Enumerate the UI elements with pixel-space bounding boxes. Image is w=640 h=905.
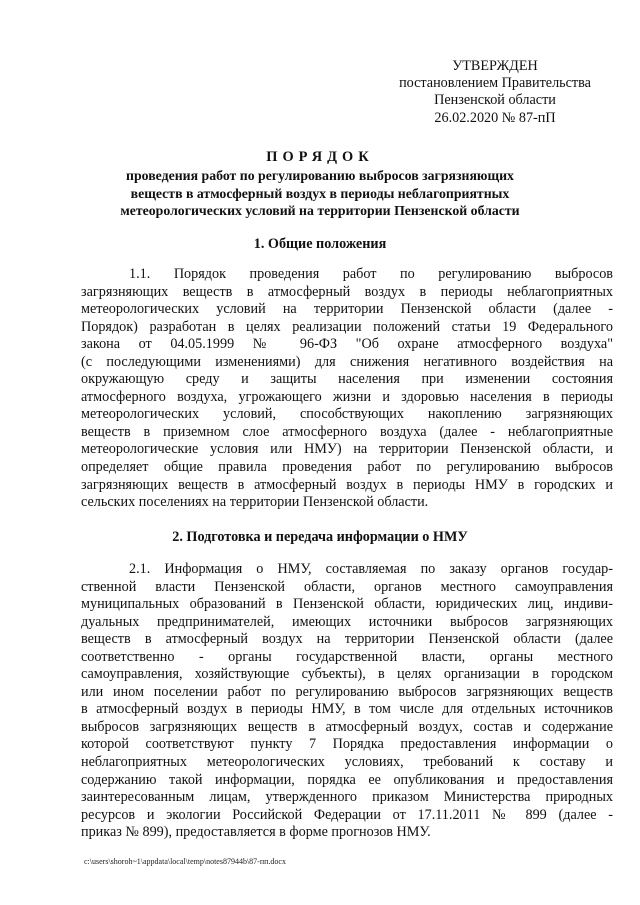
text-line: ственной власти Пензенской области, органов местного самоуправления xyxy=(81,578,613,595)
text-line: Порядок) разработан в целях реализации положений статьи 19 Федерального xyxy=(81,318,613,335)
text-line: ресурсов и экологии Российской Федерации от 17.11.2011 № 899 (далее - xyxy=(81,806,613,823)
text-line: содержанию такой информации, порядка ее опубликования и предоставления xyxy=(81,771,613,788)
text-line: 1.1. Порядок проведения работ по регулированию выбросов xyxy=(129,266,613,282)
approval-block xyxy=(380,58,610,127)
file-path-footer: c:\users\shoroh~1\appdata\local\temp\notes87944b\87-пп.docx xyxy=(84,857,286,866)
section-1-heading: 1. Общие положения xyxy=(253,236,387,252)
document-subtitle xyxy=(80,167,560,220)
text-line: соответственно - органы государственной власти, органы местного xyxy=(81,648,613,665)
text-line: окружающую среду и защиты населения при изменении состояния xyxy=(81,371,613,388)
text-line: дуальных предпринимателей, имеющих источники выбросов загрязняющих xyxy=(81,613,613,630)
subtitle-line: проведения работ по регулированию выбросов загрязняющих xyxy=(126,168,514,183)
document-title: ПОРЯДОК xyxy=(266,149,374,165)
text-line: самоуправления, хозяйствующие субъекты), в целях организации в городском xyxy=(81,666,613,683)
text-line: муниципальных образований в Пензенской области, юридических лиц, индиви- xyxy=(81,596,613,613)
text-line: метеорологических условий, способствующих накоплению загрязняющих xyxy=(81,406,613,423)
approval-heading: УТВЕРЖДЕН xyxy=(452,58,538,74)
text-line: неблагоприятных метеорологических условиях, требований к составу и xyxy=(81,754,613,771)
text-line: приказ № 899), предоставляется в форме прогнозов НМУ. xyxy=(81,824,431,841)
text-line: атмосферного воздуха, угрожающего жизни и здоровью населения в периоды xyxy=(81,388,613,405)
text-line: сельских поселениях на территории Пензенской области. xyxy=(81,494,429,511)
text-line: 2.1. Информация о НМУ, составляемая по заказу органов государ- xyxy=(129,561,613,577)
text-line: заинтересованным лицам, утвержденного приказом Министерства природных xyxy=(81,789,613,806)
text-line: метеорологические условия или НМУ) на территории Пензенской области, и xyxy=(81,441,613,458)
text-line: определяет общие правила проведения работ по регулированию выбросов xyxy=(81,459,613,476)
text-line: закона от 04.05.1999 № 96-ФЗ "Об охране атмосферного воздуха" xyxy=(81,336,613,353)
text-line: в атмосферный воздух в периоды НМУ, в том числе для отдельных источников xyxy=(81,701,613,718)
text-line: выбросов загрязняющих веществ в атмосферный воздух, состав и содержание xyxy=(81,718,613,735)
text-line: загрязняющих веществ в атмосферный воздух в периоды неблагоприятных xyxy=(81,283,613,300)
approval-date: 26.02.2020 № 87-пП xyxy=(434,109,556,126)
text-line: или ином поселении работ по регулированию выбросов загрязняющих веществ xyxy=(81,683,613,700)
section-2-heading: 2. Подготовка и передача информации о НМУ xyxy=(172,529,468,545)
approval-line: постановлением Правительства xyxy=(399,75,591,92)
paragraph-2-1 xyxy=(81,561,613,842)
subtitle-line: метеорологических условий на территории Пензенской области xyxy=(120,203,520,219)
paragraph-1-1 xyxy=(81,266,613,512)
approval-line: Пензенской области xyxy=(434,92,556,109)
text-line: веществ в атмосферный воздух на территории Пензенской области (далее xyxy=(81,631,613,648)
text-line: которой соответствуют пункту 7 Порядка предоставления информации о xyxy=(81,736,613,753)
text-line: метеорологических условий на территории Пензенской области (далее - xyxy=(81,301,613,318)
text-line: (с последующими изменениями) для снижения негативного воздействия на xyxy=(81,353,613,370)
subtitle-line: веществ в атмосферный воздух в периоды неблагоприятных xyxy=(130,185,510,201)
text-line: загрязняющих веществ в атмосферный воздух в периоды НМУ в городских и xyxy=(81,476,613,493)
text-line: веществ в приземном слое атмосферного воздуха (далее - неблагоприятные xyxy=(81,423,613,440)
